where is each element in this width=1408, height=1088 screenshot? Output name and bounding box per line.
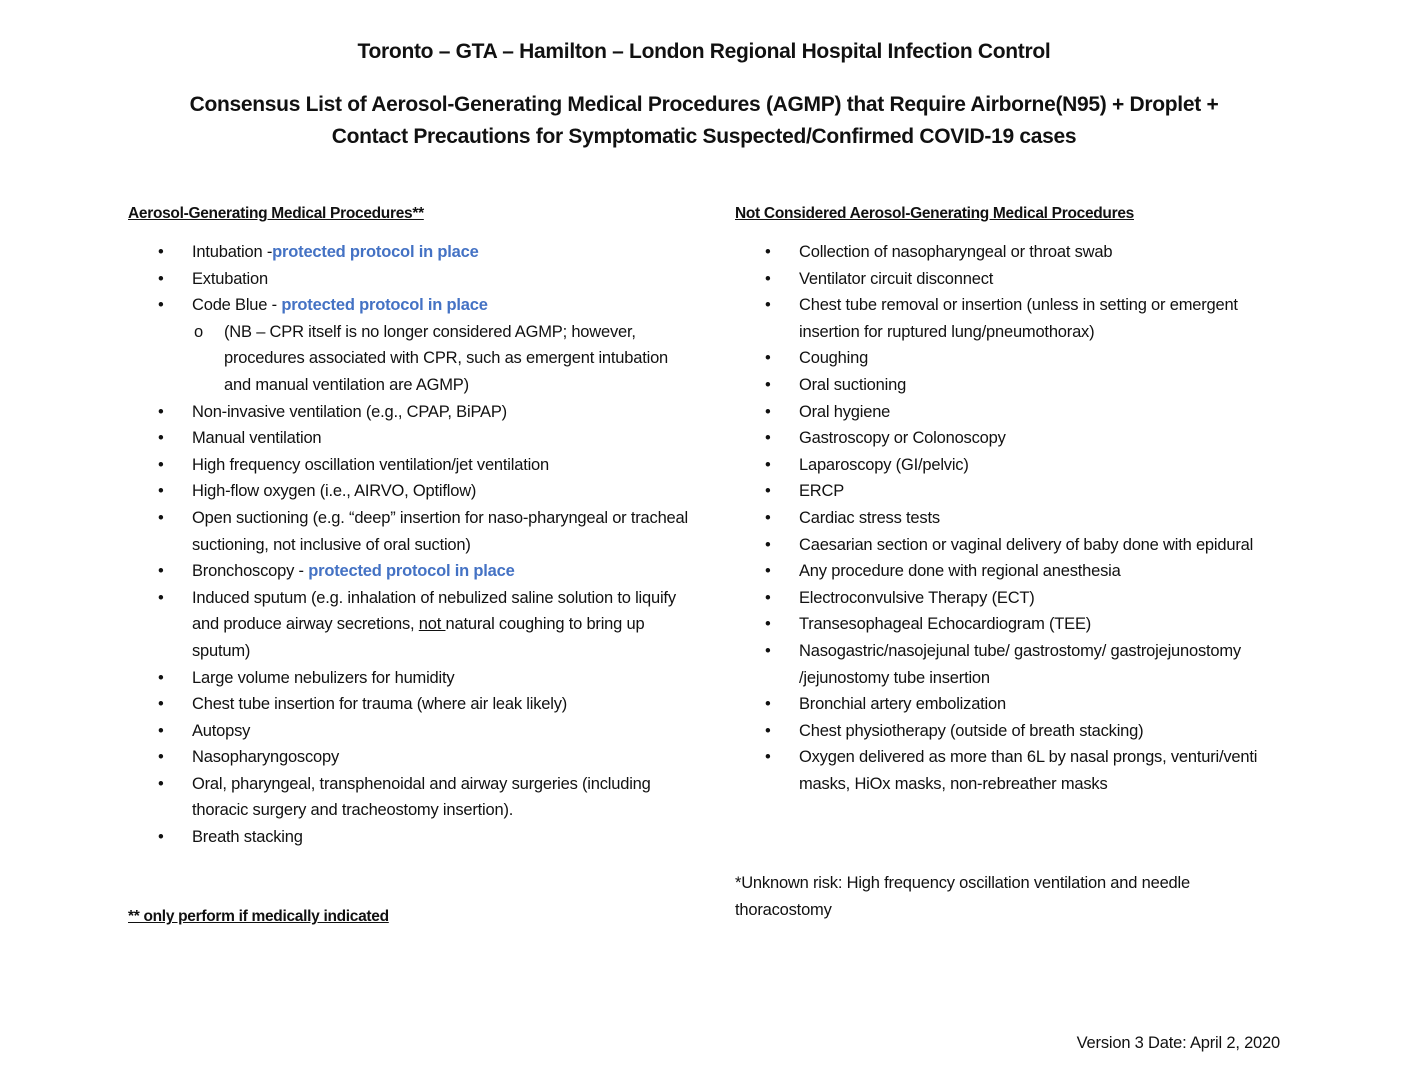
item-text: Oral, pharyngeal, transphenoidal and airway surgeries (including thoracic surgery and tracheostomy insertion).: [192, 774, 651, 820]
item-text: ERCP: [799, 482, 845, 501]
item-text: Bronchoscopy -: [192, 562, 309, 581]
bullet-icon: •: [158, 296, 164, 315]
bullet-icon: •: [765, 375, 771, 394]
item-text: Large volume nebulizers for humidity: [192, 668, 455, 687]
bullet-icon: •: [765, 641, 771, 660]
agmp-heading: Aerosol-Generating Medical Procedures**: [128, 205, 424, 222]
bullet-icon: •: [765, 615, 771, 634]
bullet-icon: •: [158, 429, 164, 448]
item-text: Induced sputum (e.g. inhalation of nebulized saline solution to liquify and produce airway secretions,: [192, 588, 676, 634]
non-agmp-heading: Not Considered Aerosol-Generating Medical Procedures: [735, 205, 1134, 222]
list-item: [128, 744, 698, 771]
item-text: Chest tube removal or insertion (unless in setting or emergent insertion for ruptured lung/pneumothorax): [799, 296, 1238, 341]
list-item: [128, 718, 698, 745]
list-item: [735, 399, 1295, 426]
list-item: [128, 239, 698, 266]
bullet-icon: •: [158, 695, 164, 714]
bullet-icon: •: [765, 429, 771, 448]
underlined-text: not: [418, 615, 446, 634]
list-item: [735, 266, 1295, 293]
list-item: [128, 665, 698, 692]
bullet-icon: •: [765, 588, 771, 607]
list-item: [735, 638, 1295, 691]
item-text: Collection of nasopharyngeal or throat swab: [799, 243, 1113, 261]
protocol-note: protected protocol in place: [281, 296, 488, 315]
bullet-icon: •: [158, 721, 164, 740]
item-text: Open suctioning (e.g. “deep” insertion for naso-pharyngeal or tracheal suctioning, not inclusive of oral suction): [192, 508, 688, 554]
bullet-icon: •: [158, 562, 164, 581]
list-item: [735, 611, 1295, 638]
circle-bullet-icon: o: [194, 322, 203, 341]
item-text: Cardiac stress tests: [799, 508, 940, 527]
version-date: Version 3 Date: April 2, 2020: [1076, 1034, 1280, 1052]
list-item: [735, 292, 1295, 345]
list-item: [735, 718, 1295, 745]
list-item: [128, 824, 698, 851]
bullet-icon: •: [158, 588, 164, 607]
item-text: Ventilator circuit disconnect: [799, 269, 994, 288]
list-item: [735, 478, 1295, 505]
item-text: Intubation -: [192, 243, 273, 261]
item-text: Caesarian section or vaginal delivery of baby done with epidural: [799, 535, 1254, 554]
item-text: High-flow oxygen (i.e., AIRVO, Optiflow): [192, 482, 477, 501]
bullet-icon: •: [765, 349, 771, 368]
item-text: Nasogastric/nasojejunal tube/ gastrostomy/ gastrojejunostomy /jejunostomy tube insertion: [799, 641, 1241, 687]
agmp-column: [128, 205, 698, 851]
bullet-icon: •: [765, 535, 771, 554]
list-item: [735, 372, 1295, 399]
bullet-icon: •: [765, 562, 771, 581]
bullet-icon: •: [158, 455, 164, 474]
list-item: [128, 558, 698, 585]
bullet-icon: •: [765, 508, 771, 527]
item-text: Non-invasive ventilation (e.g., CPAP, BiPAP): [192, 402, 507, 421]
list-item: [128, 771, 698, 824]
bullet-icon: •: [158, 269, 164, 288]
bullet-icon: •: [158, 243, 164, 261]
bullet-icon: •: [158, 748, 164, 767]
list-item: [735, 345, 1295, 372]
document-title: Toronto – GTA – Hamilton – London Regional Hospital Infection Control: [357, 40, 1051, 63]
item-text: Transesophageal Echocardiogram (TEE): [799, 615, 1092, 634]
item-text: (NB – CPR itself is no longer considered AGMP; however, procedures associated with CPR, such as emergent intubation and manual ventilation are AGMP): [224, 322, 669, 394]
bullet-icon: •: [765, 695, 771, 714]
list-item: [128, 452, 698, 479]
item-text: Breath stacking: [192, 828, 303, 847]
subtitle-line-2: Contact Precautions for Symptomatic Suspected/Confirmed COVID-19 cases: [331, 125, 1077, 148]
bullet-icon: •: [158, 668, 164, 687]
bullet-icon: •: [765, 482, 771, 501]
item-text: Oral hygiene: [799, 402, 891, 421]
list-item: [735, 691, 1295, 718]
bullet-icon: •: [765, 748, 771, 767]
item-text: Gastroscopy or Colonoscopy: [799, 429, 1006, 448]
non-agmp-column: [735, 205, 1295, 797]
list-item: [128, 691, 698, 718]
item-text: Electroconvulsive Therapy (ECT): [799, 588, 1035, 607]
item-text: High frequency oscillation ventilation/jet ventilation: [192, 455, 549, 474]
sub-list-item: [192, 319, 698, 399]
list-item: [128, 478, 698, 505]
list-item: [735, 585, 1295, 612]
list-item: [128, 425, 698, 452]
item-text: Code Blue -: [192, 296, 282, 315]
bullet-icon: •: [765, 296, 771, 315]
bullet-icon: •: [158, 828, 164, 847]
item-text: Extubation: [192, 269, 268, 288]
bullet-icon: •: [765, 721, 771, 740]
bullet-icon: •: [158, 402, 164, 421]
document-subtitle: [0, 89, 1408, 153]
item-text: Oxygen delivered as more than 6L by nasal prongs, venturi/venti masks, HiOx masks, non-rebreather masks: [799, 748, 1258, 793]
unknown-risk-note: *Unknown risk: High frequency oscillation ventilation and needle thoracostomy: [735, 874, 1190, 919]
bullet-icon: •: [158, 774, 164, 793]
list-item: [735, 744, 1295, 797]
sub-list: [192, 319, 698, 399]
list-item: [735, 505, 1295, 532]
bullet-icon: •: [158, 508, 164, 527]
item-text: Nasopharyngoscopy: [192, 748, 340, 767]
bullet-icon: •: [765, 455, 771, 474]
item-text: natural coughing to bring up sputum): [192, 615, 645, 660]
item-text: Chest physiotherapy (outside of breath stacking): [799, 721, 1144, 740]
list-item: [735, 532, 1295, 559]
bullet-icon: •: [765, 269, 771, 288]
list-item: [735, 239, 1295, 266]
item-text: Chest tube insertion for trauma (where air leak likely): [192, 695, 568, 714]
list-item: [128, 585, 698, 665]
protocol-note: protected protocol in place: [272, 243, 479, 261]
agmp-list: [128, 239, 698, 851]
list-item: [735, 558, 1295, 585]
item-text: Manual ventilation: [192, 429, 322, 448]
list-item: [128, 505, 698, 558]
bullet-icon: •: [158, 482, 164, 501]
list-item: [735, 425, 1295, 452]
item-text: Autopsy: [192, 721, 251, 740]
list-item: [128, 399, 698, 426]
agmp-footnote: ** only perform if medically indicated: [128, 908, 389, 925]
bullet-icon: •: [765, 402, 771, 421]
list-item: [128, 266, 698, 293]
item-text: Bronchial artery embolization: [799, 695, 1006, 714]
item-text: Laparoscopy (GI/pelvic): [799, 455, 969, 474]
list-item: [128, 292, 698, 398]
subtitle-line-1: Consensus List of Aerosol-Generating Medical Procedures (AGMP) that Require Airborne(N95) + Droplet +: [189, 93, 1219, 116]
item-text: Oral suctioning: [799, 375, 907, 394]
list-item: [735, 452, 1295, 479]
item-text: Coughing: [799, 349, 869, 368]
bullet-icon: •: [765, 243, 771, 261]
item-text: Any procedure done with regional anesthesia: [799, 562, 1121, 581]
protocol-note: protected protocol in place: [308, 562, 515, 581]
non-agmp-list: [735, 239, 1295, 797]
